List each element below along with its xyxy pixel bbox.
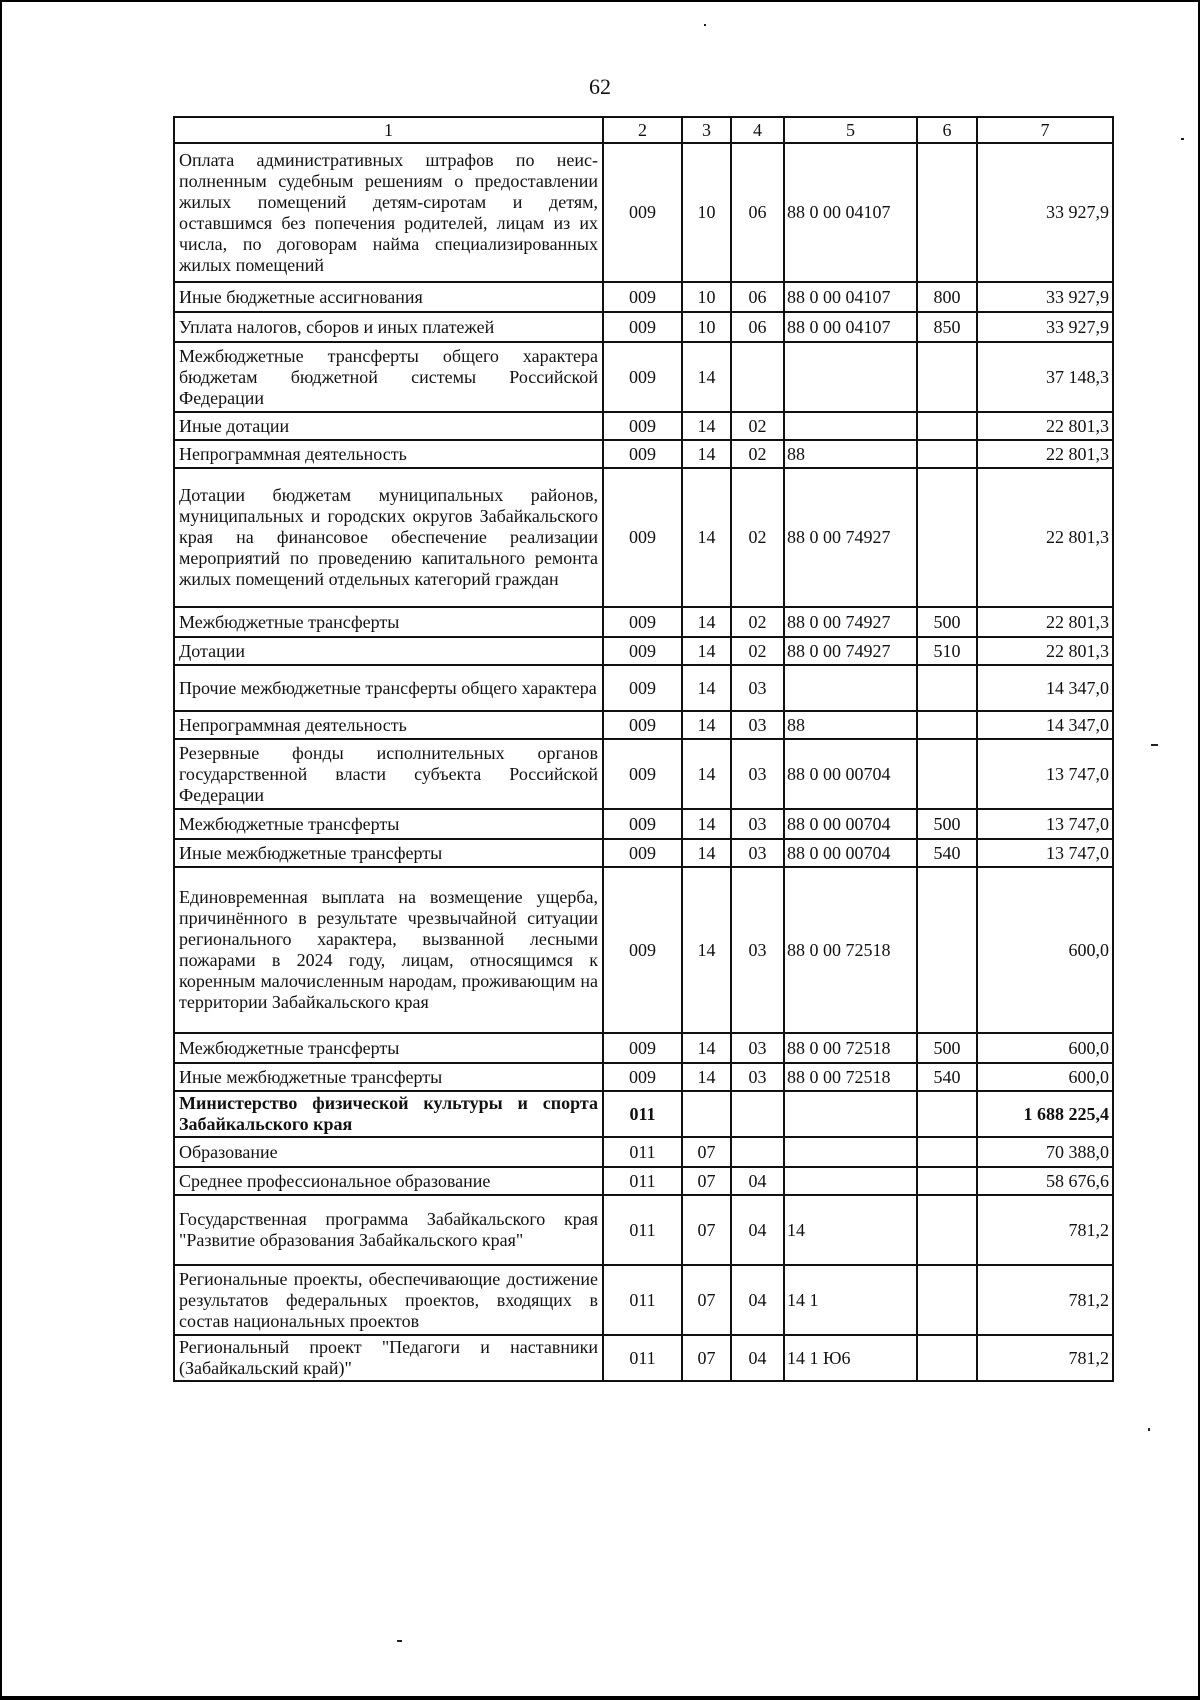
chapter-code: 009 bbox=[603, 312, 682, 342]
table-row bbox=[174, 282, 1113, 312]
column-header: 1 bbox=[174, 117, 603, 143]
amount: 13 747,0 bbox=[977, 739, 1113, 809]
target-article-code: 88 0 00 72518 bbox=[784, 1063, 917, 1091]
amount: 1 688 225,4 bbox=[977, 1091, 1113, 1137]
subsection-code: 04 bbox=[731, 1265, 784, 1335]
section-code: 14 bbox=[682, 1063, 731, 1091]
target-article-code: 88 0 00 72518 bbox=[784, 867, 917, 1033]
table-row bbox=[174, 1137, 1113, 1167]
row-name: Уплата налогов, сборов и иных платежей bbox=[174, 312, 603, 342]
expense-type-code bbox=[917, 665, 977, 711]
section-code: 14 bbox=[682, 607, 731, 637]
table-row bbox=[174, 637, 1113, 665]
target-article-code: 88 0 00 04107 bbox=[784, 143, 917, 282]
subsection-code bbox=[731, 342, 784, 412]
section-code: 14 bbox=[682, 440, 731, 468]
chapter-code: 011 bbox=[603, 1335, 682, 1381]
expense-type-code: 540 bbox=[917, 1063, 977, 1091]
expense-type-code bbox=[917, 711, 977, 739]
amount: 33 927,9 bbox=[977, 282, 1113, 312]
section-code: 14 bbox=[682, 839, 731, 867]
chapter-code: 009 bbox=[603, 342, 682, 412]
amount: 70 388,0 bbox=[977, 1137, 1113, 1167]
subsection-code: 02 bbox=[731, 637, 784, 665]
table-header-row bbox=[174, 117, 1113, 143]
row-name: Оплата административных штрафов по неисполненным судебным решениям о предоставлении жилых помещений детям-сиротам и детям, оставшимся без попечения родителей, лицам из их числа, по договорам найма специализированных жилых помещений bbox=[174, 143, 603, 282]
row-name: Региональный проект "Педагоги и наставники (Забайкальский край)" bbox=[174, 1335, 603, 1381]
target-article-code: 88 bbox=[784, 440, 917, 468]
table-row bbox=[174, 440, 1113, 468]
section-code: 14 bbox=[682, 665, 731, 711]
expense-type-code bbox=[917, 1137, 977, 1167]
subsection-code: 06 bbox=[731, 143, 784, 282]
column-header: 5 bbox=[784, 117, 917, 143]
amount: 22 801,3 bbox=[977, 440, 1113, 468]
row-name: Иные бюджетные ассигнования bbox=[174, 282, 603, 312]
row-name: Государственная программа Забайкальского края "Развитие образования Забайкальского края" bbox=[174, 1195, 603, 1265]
target-article-code: 88 bbox=[784, 711, 917, 739]
section-code: 14 bbox=[682, 739, 731, 809]
chapter-code: 009 bbox=[603, 1063, 682, 1091]
scan-edge-top bbox=[0, 0, 1200, 2]
row-name: Среднее профессиональное образование bbox=[174, 1167, 603, 1195]
expense-type-code: 540 bbox=[917, 839, 977, 867]
table-row bbox=[174, 867, 1113, 1033]
chapter-code: 009 bbox=[603, 739, 682, 809]
subsection-code: 02 bbox=[731, 468, 784, 607]
target-article-code bbox=[784, 1167, 917, 1195]
amount: 58 676,6 bbox=[977, 1167, 1113, 1195]
column-header: 6 bbox=[917, 117, 977, 143]
subsection-code: 03 bbox=[731, 839, 784, 867]
subsection-code: 02 bbox=[731, 607, 784, 637]
subsection-code: 04 bbox=[731, 1167, 784, 1195]
table-row bbox=[174, 1167, 1113, 1195]
expense-type-code bbox=[917, 739, 977, 809]
chapter-code: 011 bbox=[603, 1167, 682, 1195]
table-row bbox=[174, 739, 1113, 809]
table-row bbox=[174, 607, 1113, 637]
section-code: 14 bbox=[682, 468, 731, 607]
row-name: Межбюджетные трансферты bbox=[174, 1033, 603, 1063]
subsection-code: 06 bbox=[731, 312, 784, 342]
section-code: 10 bbox=[682, 312, 731, 342]
table-row bbox=[174, 809, 1113, 839]
expense-type-code bbox=[917, 1265, 977, 1335]
amount: 13 747,0 bbox=[977, 839, 1113, 867]
scan-speck bbox=[1181, 138, 1184, 140]
column-header: 2 bbox=[603, 117, 682, 143]
scan-speck bbox=[1148, 1428, 1150, 1431]
row-name: Иные межбюджетные трансферты bbox=[174, 1063, 603, 1091]
row-name: Образование bbox=[174, 1137, 603, 1167]
amount: 22 801,3 bbox=[977, 637, 1113, 665]
row-name: Межбюджетные трансферты bbox=[174, 809, 603, 839]
subsection-code: 04 bbox=[731, 1335, 784, 1381]
section-code: 14 bbox=[682, 867, 731, 1033]
table-row bbox=[174, 342, 1113, 412]
expense-type-code: 500 bbox=[917, 1033, 977, 1063]
table-row bbox=[174, 312, 1113, 342]
expense-type-code bbox=[917, 1335, 977, 1381]
table-row bbox=[174, 665, 1113, 711]
target-article-code: 88 0 00 00704 bbox=[784, 839, 917, 867]
subsection-code bbox=[731, 1091, 784, 1137]
row-name: Единовременная выплата на возмещение ущерба, причинённого в результате чрезвычайной ситуации регионального характера, вызванной лесными пожарами в 2024 году, лицам, относящимся к коренным малочисленным народам, проживающим на территории Забайкальского края bbox=[174, 867, 603, 1033]
row-name: Непрограммная деятельность bbox=[174, 711, 603, 739]
target-article-code: 88 0 00 74927 bbox=[784, 637, 917, 665]
subsection-code: 03 bbox=[731, 809, 784, 839]
amount: 22 801,3 bbox=[977, 607, 1113, 637]
amount: 781,2 bbox=[977, 1265, 1113, 1335]
section-code: 14 bbox=[682, 809, 731, 839]
subsection-code: 02 bbox=[731, 412, 784, 440]
amount: 37 148,3 bbox=[977, 342, 1113, 412]
chapter-code: 009 bbox=[603, 468, 682, 607]
chapter-code: 009 bbox=[603, 1033, 682, 1063]
target-article-code: 88 0 00 72518 bbox=[784, 1033, 917, 1063]
expense-type-code bbox=[917, 342, 977, 412]
row-name: Межбюджетные трансферты bbox=[174, 607, 603, 637]
subsection-code: 03 bbox=[731, 1033, 784, 1063]
target-article-code bbox=[784, 342, 917, 412]
amount: 600,0 bbox=[977, 1063, 1113, 1091]
section-code: 14 bbox=[682, 1033, 731, 1063]
section-code: 07 bbox=[682, 1137, 731, 1167]
section-code: 14 bbox=[682, 711, 731, 739]
row-name: Дотации бюджетам муниципальных районов, муниципальных и городских округов Забайкальского края на финансовое обеспечение реализации мероприятий по проведению капитального ремонта жилых помещений отдельных категорий граждан bbox=[174, 468, 603, 607]
subsection-code: 03 bbox=[731, 1063, 784, 1091]
target-article-code: 88 0 00 74927 bbox=[784, 468, 917, 607]
amount: 14 347,0 bbox=[977, 665, 1113, 711]
chapter-code: 009 bbox=[603, 665, 682, 711]
amount: 33 927,9 bbox=[977, 143, 1113, 282]
section-code bbox=[682, 1091, 731, 1137]
amount: 781,2 bbox=[977, 1195, 1113, 1265]
amount: 33 927,9 bbox=[977, 312, 1113, 342]
subsection-code: 03 bbox=[731, 711, 784, 739]
row-name: Региональные проекты, обеспечивающие достижение результатов федеральных проектов, входящих в состав национальных проектов bbox=[174, 1265, 603, 1335]
row-name: Иные межбюджетные трансферты bbox=[174, 839, 603, 867]
expense-type-code: 500 bbox=[917, 607, 977, 637]
chapter-code: 011 bbox=[603, 1091, 682, 1137]
expense-type-code bbox=[917, 468, 977, 607]
scan-speck bbox=[704, 24, 706, 26]
subsection-code: 03 bbox=[731, 665, 784, 711]
expense-type-code bbox=[917, 1091, 977, 1137]
chapter-code: 009 bbox=[603, 637, 682, 665]
section-code: 10 bbox=[682, 143, 731, 282]
row-name: Межбюджетные трансферты общего характера бюджетам бюджетной системы Российской Федерации bbox=[174, 342, 603, 412]
expense-type-code: 850 bbox=[917, 312, 977, 342]
table-row bbox=[174, 839, 1113, 867]
table-row bbox=[174, 1335, 1113, 1381]
chapter-code: 009 bbox=[603, 809, 682, 839]
amount: 22 801,3 bbox=[977, 468, 1113, 607]
target-article-code: 88 0 00 74927 bbox=[784, 607, 917, 637]
section-code: 14 bbox=[682, 637, 731, 665]
table-row bbox=[174, 1091, 1113, 1137]
target-article-code bbox=[784, 1137, 917, 1167]
section-code: 07 bbox=[682, 1265, 731, 1335]
amount: 600,0 bbox=[977, 867, 1113, 1033]
chapter-code: 011 bbox=[603, 1195, 682, 1265]
target-article-code bbox=[784, 412, 917, 440]
target-article-code bbox=[784, 665, 917, 711]
expense-type-code bbox=[917, 440, 977, 468]
chapter-code: 009 bbox=[603, 867, 682, 1033]
table-row bbox=[174, 711, 1113, 739]
chapter-code: 009 bbox=[603, 282, 682, 312]
row-name: Резервные фонды исполнительных органов государственной власти субъекта Российской Федерации bbox=[174, 739, 603, 809]
expense-type-code bbox=[917, 1167, 977, 1195]
chapter-code: 009 bbox=[603, 839, 682, 867]
subsection-code: 04 bbox=[731, 1195, 784, 1265]
expense-type-code bbox=[917, 867, 977, 1033]
table-row bbox=[174, 468, 1113, 607]
target-article-code bbox=[784, 1091, 917, 1137]
expense-type-code: 510 bbox=[917, 637, 977, 665]
chapter-code: 009 bbox=[603, 711, 682, 739]
section-code: 07 bbox=[682, 1195, 731, 1265]
section-code: 07 bbox=[682, 1335, 731, 1381]
amount: 13 747,0 bbox=[977, 809, 1113, 839]
table-row bbox=[174, 1033, 1113, 1063]
table-row bbox=[174, 412, 1113, 440]
column-header: 4 bbox=[731, 117, 784, 143]
subsection-code: 03 bbox=[731, 739, 784, 809]
row-name: Иные дотации bbox=[174, 412, 603, 440]
expense-type-code bbox=[917, 143, 977, 282]
chapter-code: 009 bbox=[603, 440, 682, 468]
section-code: 10 bbox=[682, 282, 731, 312]
target-article-code: 88 0 00 00704 bbox=[784, 809, 917, 839]
chapter-code: 009 bbox=[603, 607, 682, 637]
chapter-code: 009 bbox=[603, 143, 682, 282]
scan-edge-bottom bbox=[0, 1696, 1200, 1700]
amount: 600,0 bbox=[977, 1033, 1113, 1063]
target-article-code: 14 1 Ю6 bbox=[784, 1335, 917, 1381]
row-name: Прочие межбюджетные трансферты общего характера bbox=[174, 665, 603, 711]
chapter-code: 011 bbox=[603, 1137, 682, 1167]
section-code: 14 bbox=[682, 412, 731, 440]
scan-speck bbox=[397, 1640, 402, 1642]
table-row bbox=[174, 1195, 1113, 1265]
target-article-code: 88 0 00 04107 bbox=[784, 282, 917, 312]
amount: 22 801,3 bbox=[977, 412, 1113, 440]
target-article-code: 14 bbox=[784, 1195, 917, 1265]
budget-table bbox=[173, 116, 1114, 1382]
scan-edge-left bbox=[0, 0, 2, 1700]
amount: 14 347,0 bbox=[977, 711, 1113, 739]
page-number: 62 bbox=[589, 74, 611, 99]
row-name: Непрограммная деятельность bbox=[174, 440, 603, 468]
scan-speck bbox=[1151, 744, 1158, 746]
section-code: 07 bbox=[682, 1167, 731, 1195]
table-row bbox=[174, 1063, 1113, 1091]
column-header: 3 bbox=[682, 117, 731, 143]
target-article-code: 88 0 00 04107 bbox=[784, 312, 917, 342]
row-name: Дотации bbox=[174, 637, 603, 665]
amount: 781,2 bbox=[977, 1335, 1113, 1381]
table-row bbox=[174, 143, 1113, 282]
target-article-code: 14 1 bbox=[784, 1265, 917, 1335]
chapter-code: 009 bbox=[603, 412, 682, 440]
target-article-code: 88 0 00 00704 bbox=[784, 739, 917, 809]
expense-type-code bbox=[917, 412, 977, 440]
expense-type-code: 500 bbox=[917, 809, 977, 839]
subsection-code: 02 bbox=[731, 440, 784, 468]
expense-type-code: 800 bbox=[917, 282, 977, 312]
section-code: 14 bbox=[682, 342, 731, 412]
subsection-code: 03 bbox=[731, 867, 784, 1033]
chapter-code: 011 bbox=[603, 1265, 682, 1335]
column-header: 7 bbox=[977, 117, 1113, 143]
row-name: Министерство физической культуры и спорта Забайкальского края bbox=[174, 1091, 603, 1137]
expense-type-code bbox=[917, 1195, 977, 1265]
subsection-code bbox=[731, 1137, 784, 1167]
subsection-code: 06 bbox=[731, 282, 784, 312]
table-row bbox=[174, 1265, 1113, 1335]
